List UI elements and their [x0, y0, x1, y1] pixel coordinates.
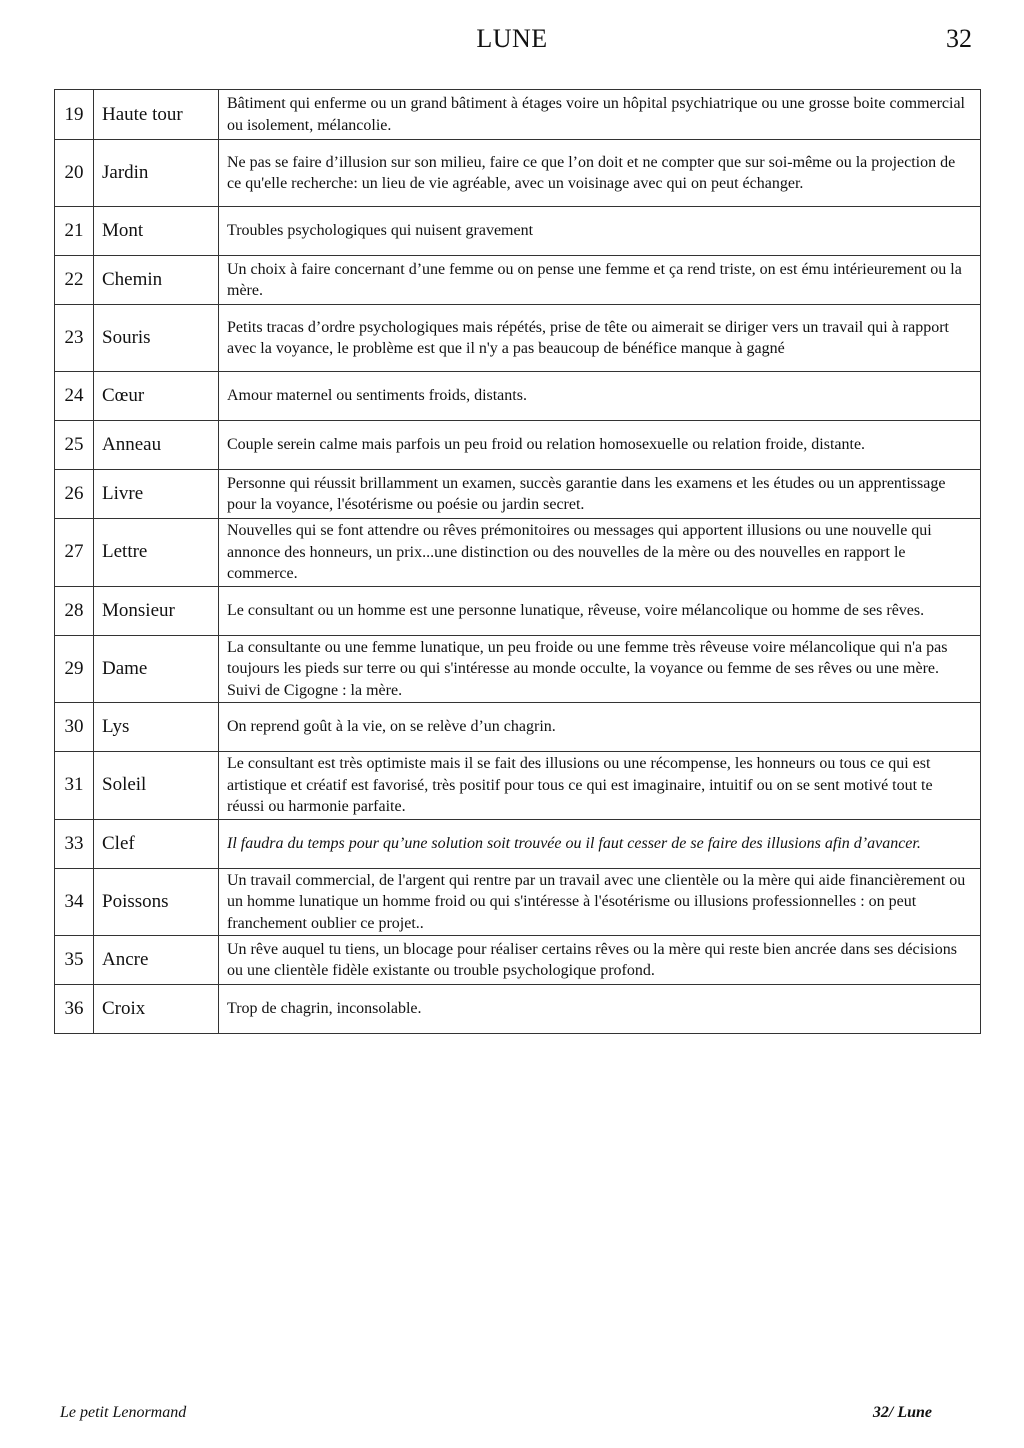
table-row	[55, 586, 981, 635]
table-row	[55, 985, 981, 1034]
card-name: Croix	[94, 985, 219, 1034]
card-number: 23	[55, 305, 94, 372]
table-row	[55, 256, 981, 305]
page-title: LUNE	[476, 24, 548, 53]
card-name: Poissons	[94, 868, 219, 936]
card-number: 31	[55, 752, 94, 820]
card-meaning: On reprend goût à la vie, on se relève d’un chagrin.	[219, 703, 981, 752]
card-name: Lettre	[94, 519, 219, 587]
table-row	[55, 421, 981, 470]
card-name: Souris	[94, 305, 219, 372]
table-row	[55, 90, 981, 140]
card-number: 28	[55, 586, 94, 635]
card-meaning: Un rêve auquel tu tiens, un blocage pour réaliser certains rêves ou la mère qui reste bien ancrée dans ses décisions ou une clientèle fidèle existante ou trouble psychologique profond.	[219, 936, 981, 985]
card-number: 20	[55, 140, 94, 207]
card-name: Livre	[94, 470, 219, 519]
card-number: 34	[55, 868, 94, 936]
page-number: 32	[946, 24, 972, 53]
card-name: Chemin	[94, 256, 219, 305]
card-number: 36	[55, 985, 94, 1034]
card-meaning: Nouvelles qui se font attendre ou rêves prémonitoires ou messages qui apportent illusions ou une nouvelle qui annonce des honneurs, un prix...une distinction ou des nouvelles de la mère ou des nouvelles en rapport le commerce.	[219, 519, 981, 587]
card-name: Soleil	[94, 752, 219, 820]
table-row	[55, 752, 981, 820]
card-name: Mont	[94, 207, 219, 256]
card-meaning: Couple serein calme mais parfois un peu froid ou relation homosexuelle ou relation froide, distante.	[219, 421, 981, 470]
table-row	[55, 372, 981, 421]
card-meaning: Petits tracas d’ordre psychologiques mais répétés, prise de tête ou aimerait se diriger vers un travail qui à rapport avec la voyance, le problème est que il n'y a pas beaucoup de bénéfice manque à gagné	[219, 305, 981, 372]
table-row	[55, 936, 981, 985]
card-meaning: Le consultant ou un homme est une personne lunatique, rêveuse, voire mélancolique ou homme de ses rêves.	[219, 586, 981, 635]
card-meaning: Un travail commercial, de l'argent qui rentre par un travail avec une clientèle ou la mère qui aide financièrement ou un homme lunatique un homme froid ou qui s'intéresse à l'ésotérisme ou illusions professionnelles : on peut franchement oublier ce projet..	[219, 868, 981, 936]
card-number: 30	[55, 703, 94, 752]
table-row	[55, 703, 981, 752]
card-meaning: Personne qui réussit brillamment un examen, succès garantie dans les examens et les études ou un apprentissage pour la voyance, l'ésotérisme ou poésie ou jardin secret.	[219, 470, 981, 519]
card-number: 27	[55, 519, 94, 587]
card-name: Cœur	[94, 372, 219, 421]
card-number: 25	[55, 421, 94, 470]
card-name: Anneau	[94, 421, 219, 470]
card-number: 29	[55, 635, 94, 703]
card-meaning: Amour maternel ou sentiments froids, distants.	[219, 372, 981, 421]
footer-page-label: 32/ Lune	[872, 1404, 932, 1421]
card-name: Haute tour	[94, 90, 219, 140]
card-meaning: Le consultant est très optimiste mais il se fait des illusions ou une récompense, les honneurs ou tous ce qui est artistique et créatif est favorisé, très positif pour tous ce qui est imaginaire, intuitif ou on se sent motivé tout te réussi ou harmonie parfaite.	[219, 752, 981, 820]
card-number: 35	[55, 936, 94, 985]
table-row	[55, 470, 981, 519]
card-meaning: Troubles psychologiques qui nuisent gravement	[219, 207, 981, 256]
table-row	[55, 140, 981, 207]
table-row	[55, 868, 981, 936]
card-name: Clef	[94, 819, 219, 868]
table-row	[55, 305, 981, 372]
card-number: 22	[55, 256, 94, 305]
card-meaning: Un choix à faire concernant d’une femme ou on pense une femme et ça rend triste, on est ému intérieurement ou la mère.	[219, 256, 981, 305]
card-name: Jardin	[94, 140, 219, 207]
card-number: 24	[55, 372, 94, 421]
card-number: 33	[55, 819, 94, 868]
table-row	[55, 819, 981, 868]
table-row	[55, 635, 981, 703]
card-name: Lys	[94, 703, 219, 752]
card-number: 21	[55, 207, 94, 256]
card-meaning: La consultante ou une femme lunatique, un peu froide ou une femme très rêveuse voire mélancolique qui n'a pas toujours les pieds sur terre ou qui s'intéresse au monde occulte, la voyance ou femme de ses rêves ou une mère. Suivi de Cigogne : la mère.	[219, 635, 981, 703]
card-meaning: Trop de chagrin, inconsolable.	[219, 985, 981, 1034]
card-meaning-table	[54, 89, 981, 1034]
card-meaning: Ne pas se faire d’illusion sur son milieu, faire ce que l’on doit et ne compter que sur soi-même ou la projection de ce qu'elle recherche: un lieu de vie agréable, avec un voisinage avec qui on peut échanger.	[219, 140, 981, 207]
card-name: Monsieur	[94, 586, 219, 635]
table-row	[55, 519, 981, 587]
card-name: Dame	[94, 635, 219, 703]
card-number: 26	[55, 470, 94, 519]
table-row	[55, 207, 981, 256]
card-meaning: Il faudra du temps pour qu’une solution soit trouvée ou il faut cesser de se faire des illusions afin d’avancer.	[219, 819, 981, 868]
footer-book-title: Le petit Lenormand	[60, 1404, 187, 1421]
card-number: 19	[55, 90, 94, 140]
card-name: Ancre	[94, 936, 219, 985]
card-meaning: Bâtiment qui enferme ou un grand bâtiment à étages voire un hôpital psychiatrique ou une grosse boite commercial ou isolement, mélancolie.	[219, 90, 981, 140]
